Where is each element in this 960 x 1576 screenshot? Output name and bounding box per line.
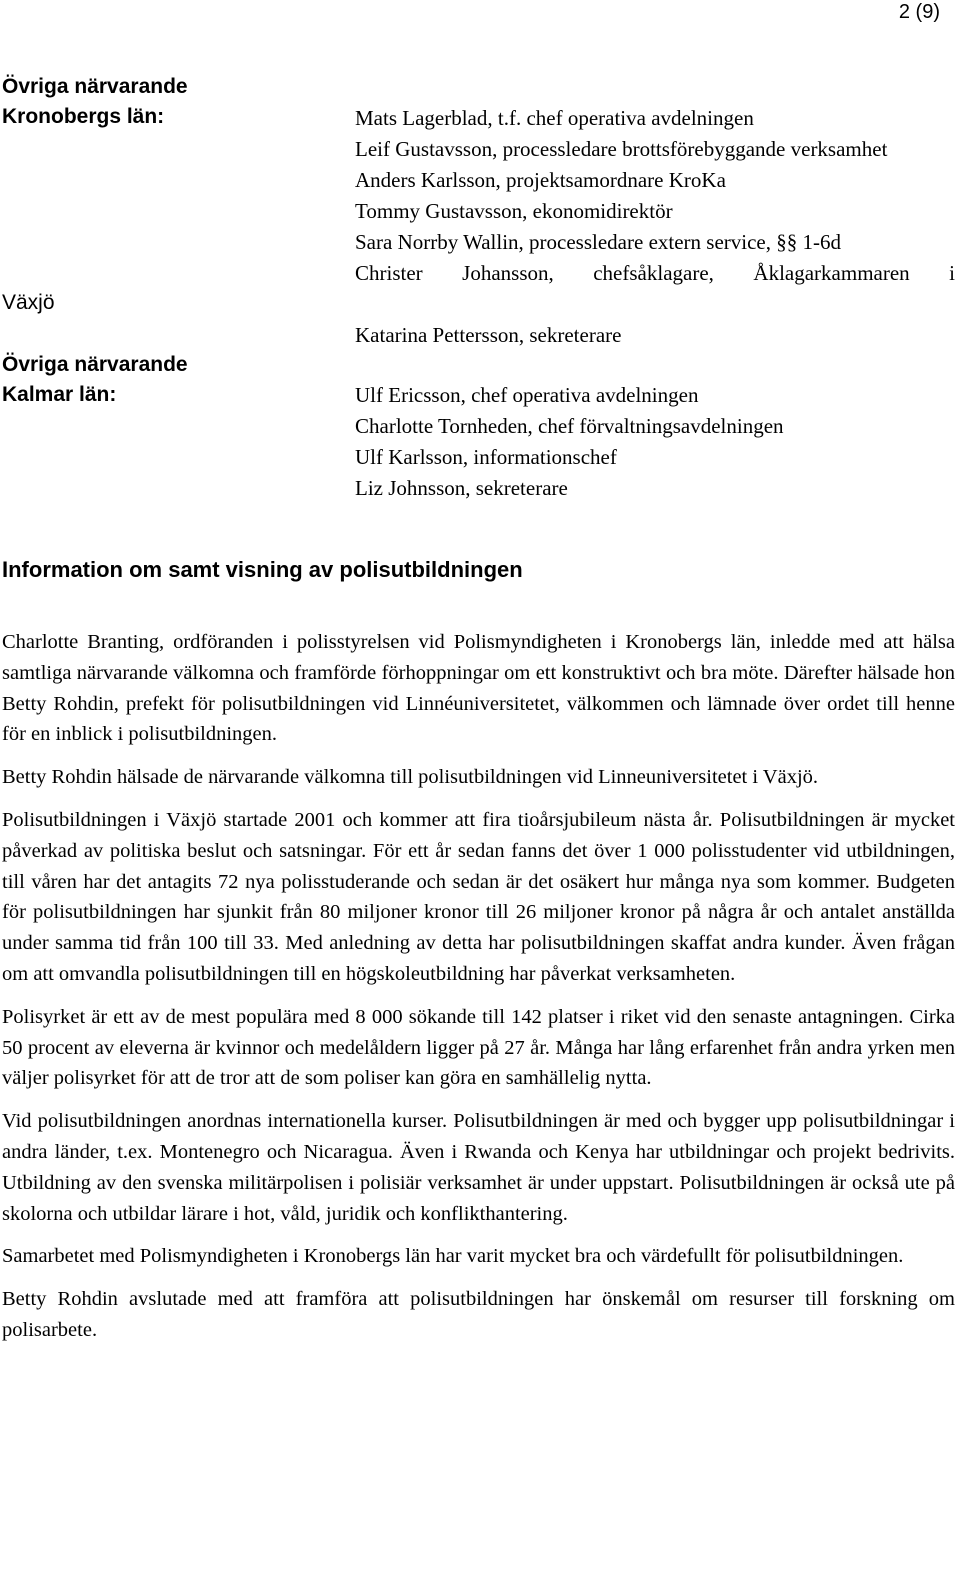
page-number: 2 (9) (898, 1, 940, 23)
attendee-item: Leif Gustavsson, processledare brottsförebyggande verksamhet (355, 137, 888, 161)
attendee-item: Ulf Ericsson, chef operativa avdelningen (355, 383, 699, 407)
vaxjo-label-block (2, 288, 242, 318)
paragraph: Charlotte Branting, ordföranden i polisstyrelsen vid Polismyndigheten i Kronobergs län, inledde med att hälsa samtliga närvarande välkomna och framförde förhoppningar om ett konstruktivt och bra möte. Därefter hälsade hon Betty Rohdin, prefekt för polisutbildningen vid Linnéuniversitetet, välkommen och lämnade över ordet till henne för en inblick i polisutbildningen. (2, 631, 955, 746)
left-labels (2, 72, 242, 132)
paragraph: Samarbetet med Polismyndigheten i Kronobergs län har varit mycket bra och värdefullt för polisutbildningen. (2, 1245, 904, 1268)
section-heading: Information om samt visning av polisutbildningen (2, 557, 523, 582)
paragraph: Vid polisutbildningen anordnas internationella kurser. Polisutbildningen är med och bygger upp polisutbildningar i andra länder, t.ex. Montenegro och Nicaragua. Även i Rwanda och Kenya har utbildningar och projekt bedrivits. Utbildning av den svenska militärpolisen i polisiär verksamhet är under uppstart. Polisutbildningen är också ute på skolorna och utbildar lärare i hot, våld, juridik och konflikthantering. (2, 1110, 955, 1225)
attendee-item: Mats Lagerblad, t.f. chef operativa avdelningen (355, 106, 754, 130)
attendee-item: Katarina Pettersson, sekreterare (355, 323, 622, 347)
attendee-item: Anders Karlsson, projektsamordnare KroKa (355, 168, 726, 192)
kalmar-label-block (2, 350, 242, 410)
paragraph: Polisyrket är ett av de mest populära med 8 000 sökande till 142 platser i riket vid den senaste antagningen. Cirka 50 procent av eleverna är kvinnor och medelåldern ligger på 27 år. Många har lång erfarenhet från andra yrken men väljer polisyrket för att de tror att de som poliser kan göra en samhällelig nytta. (2, 1005, 955, 1090)
kronoberg-label-line1: Övriga närvarande (2, 75, 188, 98)
attendee-item: Liz Johnsson, sekreterare (355, 476, 568, 500)
kronoberg-attendee-list (355, 103, 955, 351)
paragraph: Betty Rohdin hälsade de närvarande välkomna till polisutbildningen vid Linneuniversitetet i Växjö. (2, 766, 819, 789)
kronoberg-label-line2: Kronobergs län: (2, 105, 165, 128)
attendee-item: Charlotte Tornheden, chef förvaltningsavdelningen (355, 414, 784, 438)
attendee-item: Christer Johansson, chefsåklagare, Åklagarkammaren i (355, 261, 955, 285)
vaxjo-label: Växjö (2, 291, 55, 314)
kalmar-attendee-list (355, 380, 955, 504)
paragraph: Polisutbildningen i Växjö startade 2001 och kommer att fira tioårsjubileum nästa år. Polisutbildningen är mycket påverkad av politiska beslut och satsningar. För ett år sedan fanns det över 1 000 polisstudenter vid utbildningen, till våren har det antagits 72 nya polisstuderande och sedan är det osäkert hur många nya som kommer. Budgeten för polisutbildningen har sjunkit från 80 miljoner kronor till 26 miljoner kronor på några år och antalet anställda under samma tid från 100 till 33. Med anledning av detta har polisutbildningen skaffat andra kunder. Även frågan om att omvandla polisutbildningen till en högskoleutbildning har påverkat verksamheten. (2, 808, 955, 985)
kalmar-label-line1: Övriga närvarande (2, 353, 188, 376)
paragraph: Betty Rohdin avslutade med att framföra att polisutbildningen har önskemål om resurser till forskning om polisarbete. (2, 1288, 955, 1341)
attendee-item: Ulf Karlsson, informationschef (355, 445, 617, 469)
body-text (2, 627, 955, 1358)
kalmar-label-line2: Kalmar län: (2, 383, 117, 406)
attendee-item: Tommy Gustavsson, ekonomidirektör (355, 199, 673, 223)
attendee-item: Sara Norrby Wallin, processledare extern service, §§ 1-6d (355, 230, 841, 254)
